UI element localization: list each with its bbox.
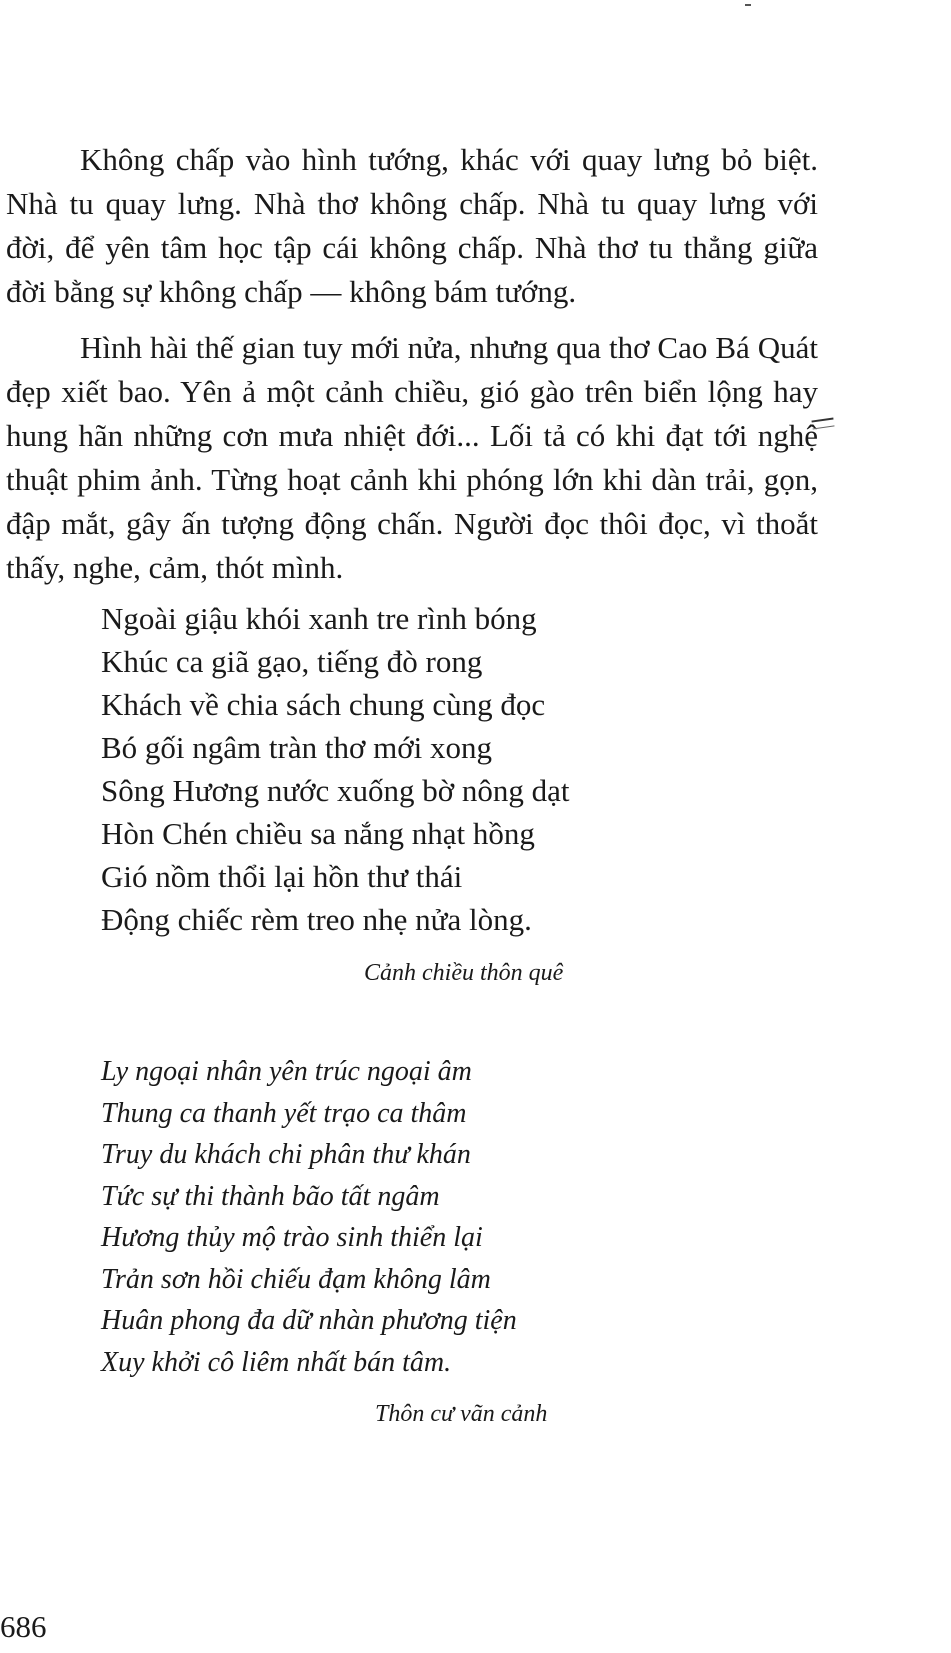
- poem-line: Thung ca thanh yết trạo ca thâm: [101, 1097, 467, 1129]
- body-paragraph-1: Không chấp vào hình tướng, khác với quay lưng bỏ biệt. Nhà tu quay lưng. Nhà thơ không chấp. Nhà tu quay lưng với đời, để yên tâm học tập cái không chấp. Nhà thơ tu thẳng giữa đời bằng sự không chấp — không bám tướng.: [6, 142, 818, 309]
- poem-translation-caption: Cảnh chiều thôn quê: [364, 960, 564, 986]
- poem-line: Xuy khởi cô liêm nhất bán tâm.: [101, 1346, 452, 1378]
- scan-speck: [745, 4, 751, 6]
- poem-line: Động chiếc rèm treo nhẹ nửa lòng.: [101, 902, 532, 937]
- poem-original: [101, 1051, 517, 1383]
- poem-line: Trản sơn hồi chiếu đạm không lâm: [101, 1263, 491, 1295]
- poem-line: Huân phong đa dữ nhàn phương tiện: [101, 1305, 517, 1336]
- poem-translation: [101, 597, 570, 941]
- margin-pen-mark: [811, 418, 834, 430]
- poem-original-caption: Thôn cư vãn cảnh: [375, 1401, 548, 1427]
- poem-line: Bó gối ngâm tràn thơ mới xong: [101, 730, 492, 765]
- poem-line: Sông Hương nước xuống bờ nông dạt: [101, 773, 570, 808]
- poem-line: Khách về chia sách chung cùng đọc: [101, 687, 546, 722]
- page-number: 686: [0, 1609, 47, 1644]
- poem-line: Hòn Chén chiều sa nắng nhạt hồng: [101, 816, 535, 851]
- poem-line: Hương thủy mộ trào sinh thiển lại: [101, 1222, 483, 1253]
- poem-line: Ly ngoại nhân yên trúc ngoại âm: [101, 1056, 472, 1087]
- body-paragraph-2: Hình hài thế gian tuy mới nửa, nhưng qua thơ Cao Bá Quát đẹp xiết bao. Yên ả một cảnh chiều, gió gào trên biển lộng hay hung hãn những cơn mưa nhiệt đới... Lối tả có khi đạt tới nghệ thuật phim ảnh. Từng hoạt cảnh khi phóng lớn khi dàn trải, gọn, đập mắt, gây ấn tượng động chấn. Người đọc thôi đọc, vì thoắt thấy, nghe, cảm, thót mình.: [6, 330, 818, 585]
- poem-line: Tức sự thi thành bão tất ngâm: [101, 1180, 440, 1212]
- poem-line: Gió nồm thổi lại hồn thư thái: [101, 859, 463, 894]
- poem-line: Truy du khách chi phân thư khán: [101, 1139, 471, 1170]
- poem-line: Ngoài giậu khói xanh tre rình bóng: [101, 601, 537, 636]
- poem-line: Khúc ca giã gạo, tiếng đò rong: [101, 644, 483, 679]
